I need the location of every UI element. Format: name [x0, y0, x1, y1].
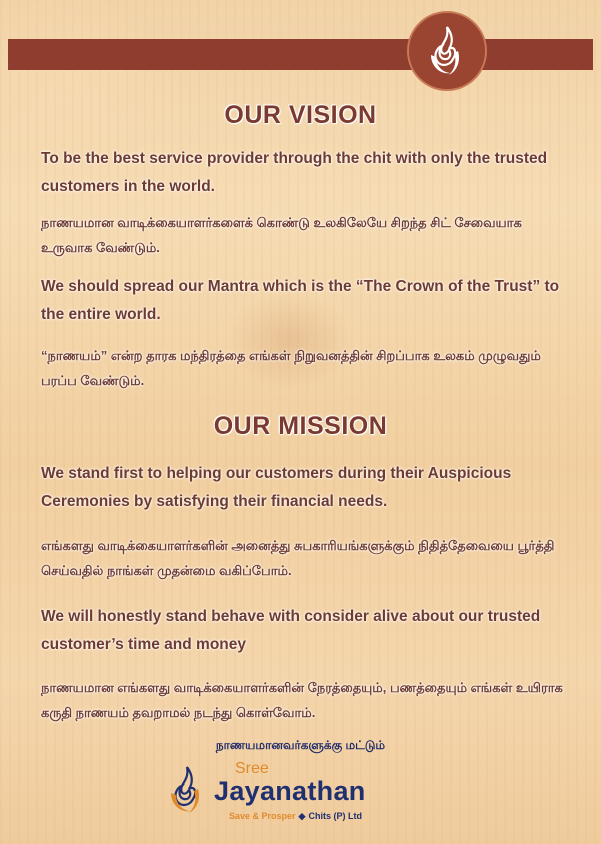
vision-tamil-1: நாணயமான வாடிக்கையாளர்களைக் கொண்டு உலகிலேயே சிறந்த சிட் சேவையாக உருவாக வேண்டும். — [41, 215, 522, 255]
mission-tamil-1: எங்களது வாடிக்கையாளர்களின் அனைத்து சுபகாரியங்களுக்கும் நிதித்தேவையை பூர்த்தி செய்வதில் நாங்கள் முதன்மை வகிப்போம். — [41, 538, 555, 578]
mission-paragraph-2: We will honestly stand behave with consider alive about our trusted customer’s time and money — [41, 608, 541, 653]
vision-paragraph-2: We should spread our Mantra which is the “The Crown of the Trust” to the entire world. — [41, 278, 560, 323]
brand-emblem — [407, 11, 487, 91]
brand-company: Chits (P) Ltd — [308, 811, 362, 821]
header-bar — [8, 39, 593, 70]
vision-tamil-2: “நாணயம்” என்ற தாரக மந்திரத்தை எங்கள் நிறுவனத்தின் சிறப்பாக உலகம் முழுவதும் பரப்ப வேண்டும். — [41, 348, 541, 388]
mission-tamil-2: நாணயமான எங்களது வாடிக்கையாளர்களின் நேரத்தையும், பணத்தையும் எங்கள் உயிராக கருதி நாணயம் தவறாமல் நடந்து கொள்வோம். — [41, 680, 563, 720]
flame-icon — [409, 13, 485, 89]
vision-paragraph-1: To be the best service provider through the chit with only the trusted customers in the world. — [41, 150, 548, 195]
brand-name: Jayanathan — [214, 776, 366, 806]
vision-heading: OUR VISION — [224, 101, 377, 129]
mission-heading: OUR MISSION — [213, 412, 388, 440]
diamond-icon: ◆ — [298, 811, 306, 821]
mission-paragraph-1: We stand first to helping our customers during their Auspicious Ceremonies by satisfying their financial needs. — [41, 465, 512, 510]
footer-tagline: நாணயமானவர்களுக்கு மட்டும் — [215, 738, 386, 752]
brand-prefix: Sree — [235, 760, 269, 777]
brand-subtitle — [229, 811, 362, 822]
brand-slogan: Save & Prosper — [229, 811, 296, 821]
brand-logo-icon — [163, 763, 211, 815]
